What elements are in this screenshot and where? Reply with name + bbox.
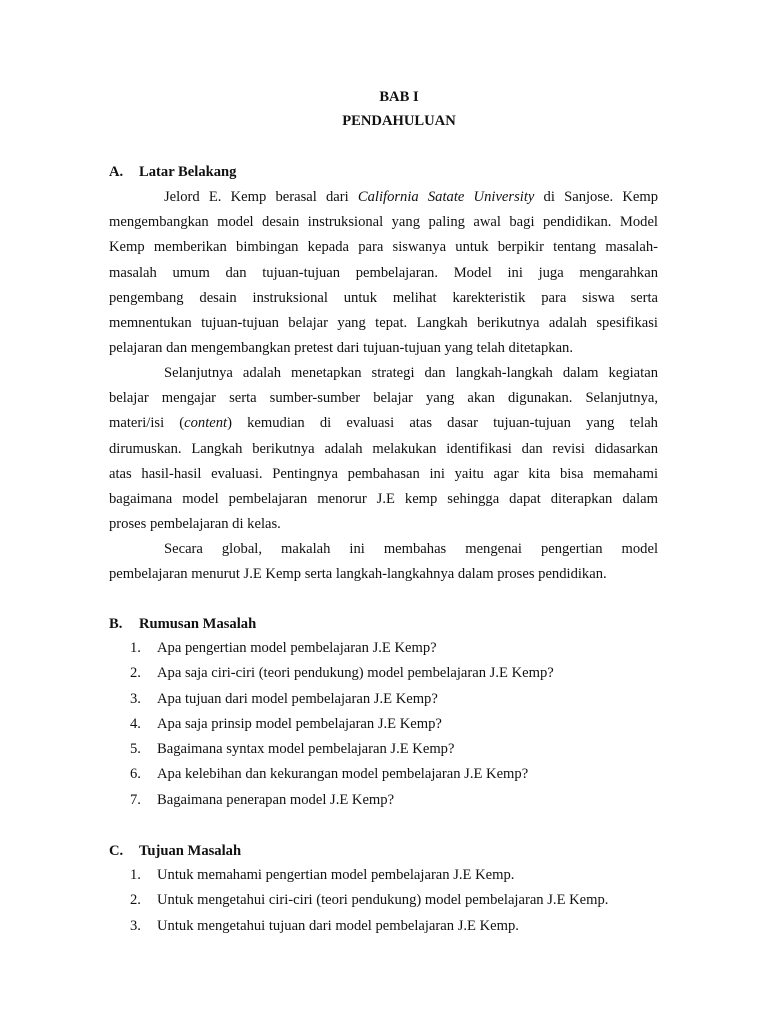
section-b-heading [109, 616, 256, 633]
chapter-number: BAB I [379, 89, 419, 105]
section-b-letter: B. [109, 616, 123, 632]
list-item [130, 661, 554, 686]
list-item [130, 888, 608, 913]
paragraph-line: atas hasil-hasil evaluasi. Pentingnya pembahasan ini yaitu agar kita bisa memahami [109, 465, 658, 482]
text-run: materi/isi ( [109, 415, 185, 432]
objectives-list [130, 863, 608, 939]
paragraph-line: memnentukan tujuan-tujuan belajar yang tepat. Langkah berikutnya adalah spesifikasi [109, 314, 658, 331]
paragraph-line: mengembangkan model desain instruksional yang paling awal bagi pendidikan. Model [109, 214, 658, 231]
paragraph-line: Secara global, makalah ini membahas mengenai pengertian model [164, 541, 658, 557]
section-c-letter: C. [109, 843, 124, 859]
list-text: Apa saja ciri-ciri (teori pendukung) model pembelajaran J.E Kemp? [157, 665, 554, 682]
italic-text: content [184, 415, 228, 432]
paragraph-line: Kemp memberikan bimbingan kepada para siswanya untuk berpikir tentang masalah- [109, 239, 658, 256]
list-item [130, 687, 554, 712]
paragraph-line [109, 185, 658, 210]
list-text: Apa kelebihan dan kekurangan model pembelajaran J.E Kemp? [157, 766, 529, 783]
list-number: 2. [130, 665, 141, 682]
list-text: Untuk memahami pengertian model pembelajaran J.E Kemp. [157, 867, 515, 883]
list-number: 6. [130, 766, 141, 783]
paragraph-line: pelajaran dan mengembangkan pretest dari tujuan-tujuan yang telah ditetapkan. [109, 340, 573, 357]
paragraph-line [109, 411, 658, 436]
section-c-heading [109, 843, 241, 860]
paragraph-1 [109, 185, 658, 361]
italic-text: California Satate University [357, 189, 535, 205]
list-item [130, 737, 554, 762]
list-number: 3. [130, 690, 141, 707]
list-item [130, 762, 554, 787]
list-number: 1. [130, 640, 141, 656]
text-run: ) kemudian di evaluasi atas dasar tujuan-tujuan yang telah [227, 415, 658, 432]
list-item [130, 712, 554, 737]
list-item [130, 863, 608, 888]
list-text: Bagaimana syntax model pembelajaran J.E Kemp? [157, 741, 455, 758]
paragraph-line: bagaimana model pembelajaran menorur J.E kemp sehingga dapat diterapkan dalam [109, 490, 658, 507]
section-a-heading [109, 164, 236, 181]
paragraph-line: proses pembelajaran di kelas. [109, 516, 281, 533]
list-text: Bagaimana penerapan model J.E Kemp? [157, 791, 395, 808]
list-text: Apa saja prinsip model pembelajaran J.E Kemp? [157, 715, 442, 732]
section-a-title: Latar Belakang [139, 164, 237, 180]
paragraph-line: Selanjutnya adalah menetapkan strategi dan langkah-langkah dalam kegiatan [164, 365, 658, 381]
paragraph-line: pengembang desain instruksional untuk melihat karekteristik para siswa serta [109, 289, 658, 306]
text-run: di Sanjose. Kemp [534, 189, 658, 205]
section-a-letter: A. [109, 164, 124, 180]
list-number: 5. [130, 741, 141, 758]
list-number: 4. [130, 715, 141, 732]
paragraph-line: belajar mengajar serta sumber-sumber belajar yang akan digunakan. Selanjutnya, [109, 390, 658, 407]
paragraph-line: dirumuskan. Langkah berikutnya adalah melakukan identifikasi dan revisi didasarkan [109, 440, 658, 457]
list-text: Apa pengertian model pembelajaran J.E Kemp? [157, 640, 437, 656]
list-number: 2. [130, 892, 141, 909]
list-text: Apa tujuan dari model pembelajaran J.E Kemp? [157, 690, 438, 707]
chapter-title: PENDAHULUAN [342, 113, 456, 129]
text-run: Jelord E. Kemp berasal dari [164, 189, 358, 205]
list-number: 7. [130, 791, 141, 808]
list-text: Untuk mengetahui ciri-ciri (teori pendukung) model pembelajaran J.E Kemp. [157, 892, 609, 909]
section-b-title: Rumusan Masalah [139, 616, 257, 632]
paragraph-2 [109, 361, 658, 537]
list-item [130, 636, 554, 661]
list-text: Untuk mengetahui tujuan dari model pembelajaran J.E Kemp. [157, 917, 519, 934]
list-number: 3. [130, 917, 141, 934]
list-item [130, 914, 608, 939]
paragraph-line: pembelajaran menurut J.E Kemp serta langkah-langkahnya dalam proses pendidikan. [109, 566, 607, 583]
list-number: 1. [130, 867, 141, 883]
paragraph-line: masalah umum dan tujuan-tujuan pembelajaran. Model ini juga mengarahkan [109, 264, 658, 281]
paragraph-3 [109, 537, 658, 587]
section-c-title: Tujuan Masalah [139, 843, 242, 859]
research-questions-list [130, 636, 554, 813]
list-item [130, 788, 554, 813]
